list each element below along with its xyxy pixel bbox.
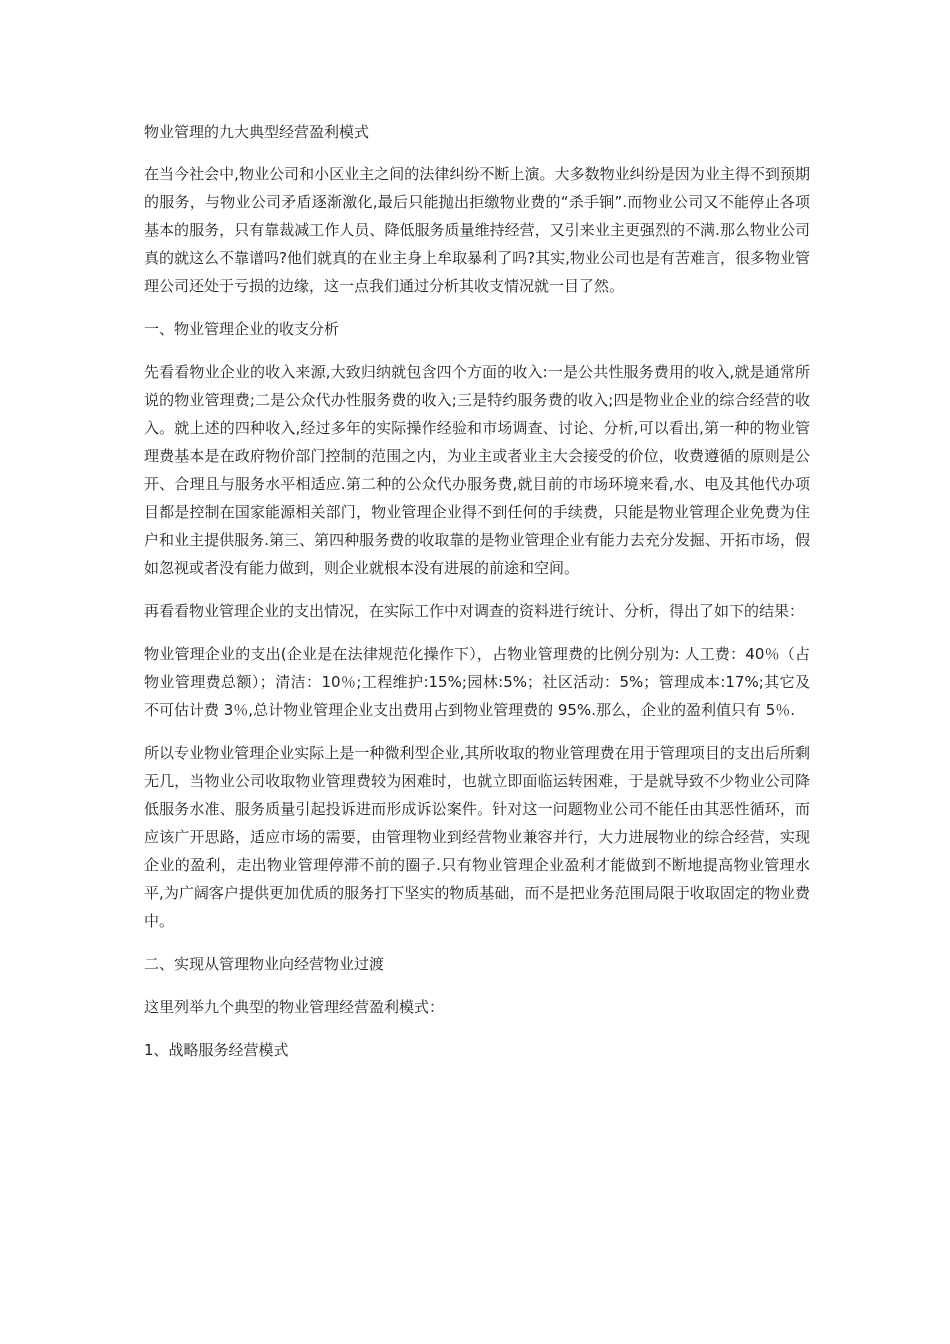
paragraph-income: 先看看物业企业的收入来源,大致归纳就包含四个方面的收入:一是公共性服务费用的收入,就是通常所说的物业管理费;二是公众代办性服务费的收入;三是特约服务费的收入;四是物业企业的综合经营的收入。就上述的四种收入,经过多年的实际操作经验和市场调查、讨论、分析,可以看出,第一种的物业管理费基本是在政府物价部门控制的范围之内，为业主或者业主大会接受的价位，收费遵循的原则是公开、合理且与服务水平相适应.第二种的公众代办服务费,就目前的市场环境来看,水、电及其他代办项目都是控制在国家能源相关部门，物业管理企业得不到任何的手续费，只能是物业管理企业免费为住户和业主提供服务.第三、第四种服务费的收取靠的是物业管理企业有能力去充分发掘、开拓市场，假如忽视或者没有能力做到，则企业就根本没有进展的前途和空间。 [144, 363, 810, 577]
paragraph-conclusion: 所以专业物业管理企业实际上是一种微利型企业,其所收取的物业管理费在用于管理项目的支出后所剩无几，当物业公司收取物业管理费较为困难时，也就立即面临运转困难，于是就导致不少物业公司降低服务水准、服务质量引起投诉进而形成诉讼案件。针对这一问题物业公司不能任由其恶性循环，而应该广开思路，适应市场的需要，由管理物业到经营物业兼容并行，大力进展物业的综合经营，实现企业的盈利，走出物业管理停滞不前的圈子.只有物业管理企业盈利才能做到不断地提高物业管理水平,为广阔客户提供更加优质的服务打下坚实的物质基础，而不是把业务范围局限于收取固定的物业费中。 [144, 744, 810, 930]
paragraph-list-intro: 这里列举九个典型的物业管理经营盈利模式： [144, 998, 445, 1016]
section-heading-2: 二、实现从管理物业向经营物业过渡 [144, 955, 385, 973]
document-title: 物业管理的九大典型经营盈利模式 [144, 123, 370, 141]
paragraph-expense-detail: 物业管理企业的支出(企业是在法律规范化操作下），占物业管理费的比例分别为: 人工费：40％（占物业管理费总额）；清洁：10％;工程维护:15%;园林:5%；社区活动：5%；管理成本:17%;其它及不可估计费 3％,总计物业管理企业支出费用占到物业管理费的 95%.那么，企业的盈利值只有 5％. [144, 645, 810, 719]
paragraph-intro: 在当今社会中,物业公司和小区业主之间的法律纠纷不断上演。大多数物业纠纷是因为业主得不到预期的服务，与物业公司矛盾逐渐激化,最后只能抛出拒缴物业费的“杀手锏”.而物业公司又不能停止各项基本的服务，只有靠裁减工作人员、降低服务质量维持经营，又引来业主更强烈的不满.那么物业公司真的就这么不靠谱吗?他们就真的在业主身上牟取暴利了吗?其实,物业公司也是有苦难言，很多物业管理公司还处于亏损的边缘，这一点我们通过分析其收支情况就一目了然。 [144, 165, 810, 295]
list-item-1: 1、战略服务经营模式 [144, 1041, 289, 1059]
paragraph-expense-intro: 再看看物业管理企业的支出情况，在实际工作中对调查的资料进行统计、分析，得出了如下的结果： [144, 602, 805, 620]
document-page [144, 118, 810, 1064]
section-heading-1: 一、物业管理企业的收支分析 [144, 320, 340, 338]
